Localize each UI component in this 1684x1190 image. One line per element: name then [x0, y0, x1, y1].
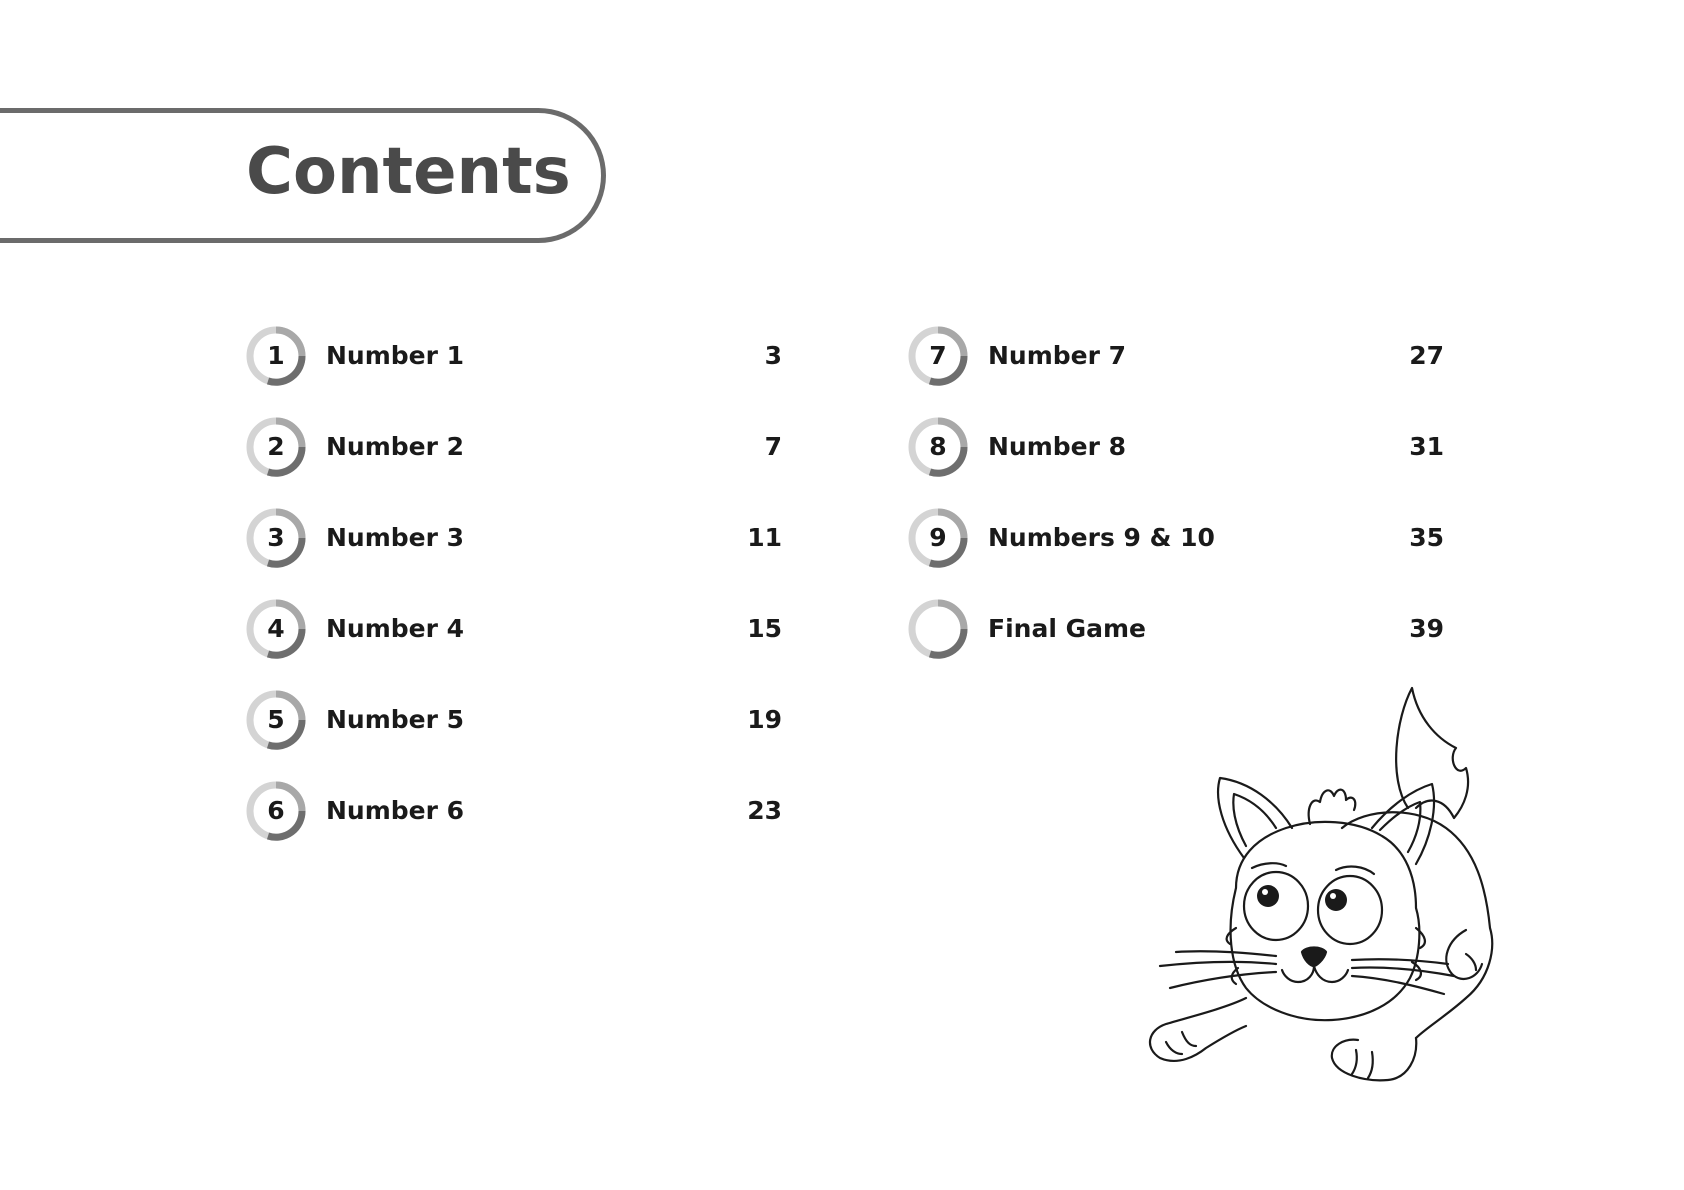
toc-item[interactable] — [246, 417, 782, 477]
toc-item[interactable] — [908, 417, 1444, 477]
badge-number: 5 — [267, 704, 285, 734]
blank-badge-icon — [908, 599, 968, 659]
toc-item-page: 39 — [1409, 614, 1444, 643]
toc-item-label: Number 7 — [988, 341, 1127, 370]
toc-item[interactable] — [246, 690, 782, 750]
toc-item-page: 35 — [1409, 523, 1444, 552]
toc-item[interactable] — [908, 508, 1444, 568]
badge-number: 1 — [267, 340, 285, 370]
badge-number: 9 — [929, 522, 947, 552]
toc-item-label: Numbers 9 & 10 — [988, 523, 1215, 552]
toc-item-label: Number 1 — [326, 341, 465, 370]
toc-item[interactable] — [246, 508, 782, 568]
number-badge-icon — [246, 781, 306, 841]
toc-item[interactable] — [246, 781, 782, 841]
number-badge-icon — [908, 508, 968, 568]
number-badge-icon — [246, 690, 306, 750]
toc-item[interactable] — [908, 326, 1444, 386]
number-badge-icon — [246, 326, 306, 386]
number-badge-icon — [246, 599, 306, 659]
toc-item-label: Final Game — [988, 614, 1146, 643]
toc-item-page: 23 — [747, 796, 782, 825]
toc-item-label: Number 6 — [326, 796, 465, 825]
toc-item-label: Number 3 — [326, 523, 465, 552]
toc-column-right — [908, 326, 1444, 690]
toc-item-page: 15 — [747, 614, 782, 643]
toc-item[interactable] — [246, 326, 782, 386]
number-badge-icon — [908, 417, 968, 477]
toc-item-label: Number 5 — [326, 705, 465, 734]
toc-item-page: 27 — [1409, 341, 1444, 370]
toc-column-left — [246, 326, 782, 872]
number-badge-icon — [246, 508, 306, 568]
toc-item-page: 7 — [764, 432, 782, 461]
toc-item-label: Number 8 — [988, 432, 1127, 461]
number-badge-icon — [246, 417, 306, 477]
page-title: Contents — [246, 135, 571, 209]
toc-item-page: 11 — [747, 523, 782, 552]
toc-item-label: Number 2 — [326, 432, 465, 461]
badge-number: 8 — [929, 431, 947, 461]
badge-number: 7 — [929, 340, 947, 370]
cat-illustration-icon — [1126, 678, 1526, 1118]
badge-number: 4 — [267, 613, 285, 643]
badge-number: 3 — [267, 522, 285, 552]
toc-item[interactable] — [246, 599, 782, 659]
badge-number: 6 — [267, 795, 285, 825]
toc-item-page: 3 — [764, 341, 782, 370]
toc-item-page: 31 — [1409, 432, 1444, 461]
badge-number — [908, 599, 968, 657]
badge-number: 2 — [267, 431, 285, 461]
number-badge-icon — [908, 326, 968, 386]
toc-item[interactable] — [908, 599, 1444, 659]
toc-item-label: Number 4 — [326, 614, 465, 643]
toc-item-page: 19 — [747, 705, 782, 734]
